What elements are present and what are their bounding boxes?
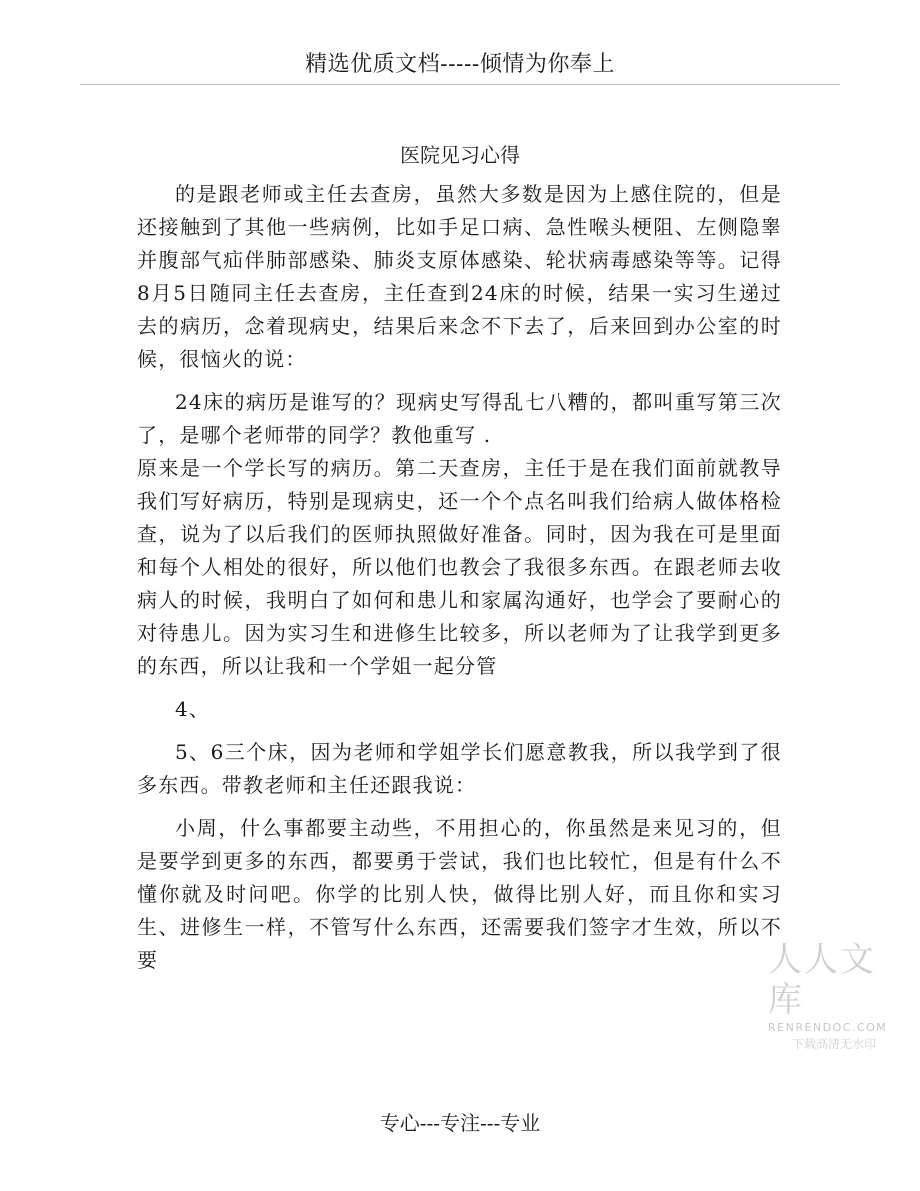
- document-body: [137, 178, 782, 987]
- paragraph-bed-number: 4、: [175, 697, 211, 721]
- paragraph-director-quote: 24床的病历是谁写的？现病史写得乱七八糟的，都叫重写第三次了，是哪个老师带的同学？教他重写 .: [137, 390, 782, 447]
- watermark-logo-text: 人人文库: [768, 940, 876, 1020]
- paragraph-three-beds: 5、6三个床，因为老师和学姐学长们愿意教我，所以我学到了很多东西。带教老师和主任还跟我说：: [137, 740, 782, 797]
- watermark-logo: [768, 940, 898, 1050]
- header-text: 精选优质文档-----倾情为你奉上: [305, 52, 615, 77]
- footer-text: 专心---专注---专业: [379, 1111, 541, 1135]
- paragraph-senior-medical-record: 原来是一个学长写的病历。第二天查房，主任于是在我们面前就教导我们写好病历，特别是现病史，还一个个点名叫我们给病人做体格检查，说为了以后我们的医师执照做好准备。同时，因为我在可是里面和每个人相处的很好，所以他们也教会了我很多东西。在跟老师去收病人的时候，我明白了如何和患儿和家属沟通好，也学会了要耐心的对待患儿。因为实习生和进修生比较多，所以老师为了让我学到更多的东西，所以让我和一个学姐一起分管: [137, 456, 782, 678]
- watermark-domain: RENRENDOC.COM: [768, 1021, 888, 1034]
- document-title: 医院见习心得: [400, 143, 520, 167]
- paragraph-ward-rounds: 的是跟老师或主任去查房，虽然大多数是因为上感住院的，但是还接触到了其他一些病例，比如手足口病、急性喉头梗阻、左侧隐睾并腹部气疝伴肺部感染、肺炎支原体感染、轮状病毒感染等等。记得8月5日随同主任去查房，主任查到24床的时候，结果一实习生递过去的病历，念着现病史，结果后来念不下去了，后来回到办公室的时候，很恼火的说：: [137, 182, 782, 371]
- page-header: [80, 50, 840, 85]
- page-footer: [0, 1108, 920, 1138]
- watermark-subtitle: 下载高清无水印: [791, 1037, 876, 1051]
- paragraph-teacher-advice: 小周，什么事都要主动些，不用担心的，你虽然是来见习的，但是要学到更多的东西，都要勇于尝试，我们也比较忙，但是有什么不懂你就及时问吧。你学的比别人快，做得比别人好，而且你和实习生、进修生一样，不管写什么东西，还需要我们签字才生效，所以不要: [137, 816, 782, 972]
